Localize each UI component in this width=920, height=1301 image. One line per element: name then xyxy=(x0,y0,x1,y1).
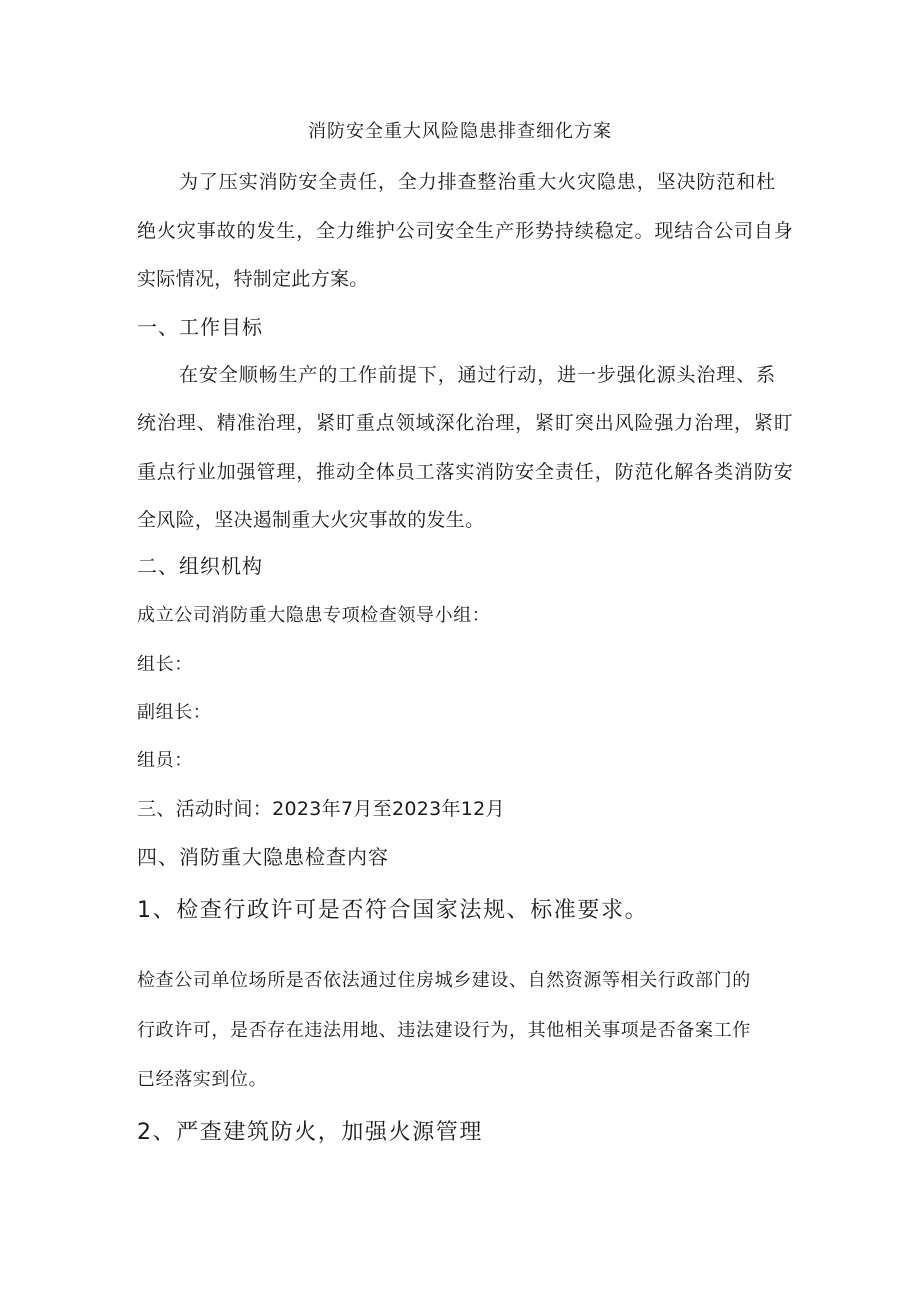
goals-line-3: 重点行业加强管理，推动全体员工落实消防安全责任，防范化解各类消防安 xyxy=(137,461,794,483)
intro-line-1: 为了压实消防安全责任，全力排查整治重大火灾隐患，坚决防范和杜 xyxy=(179,171,777,193)
section-heading-goals: 一、工作目标 xyxy=(137,315,263,339)
organization-line-1: 成立公司消防重大隐患专项检查领导小组： xyxy=(137,605,491,626)
section-heading-organization: 二、组织机构 xyxy=(137,554,263,578)
organization-members: 组员： xyxy=(137,750,193,771)
goals-line-1: 在安全顺畅生产的工作前提下，通过行动，进一步强化源头治理、系 xyxy=(179,364,777,386)
organization-leader: 组长： xyxy=(137,654,193,675)
permits-line-1: 检查公司单位场所是否依法通过住房城乡建设、自然资源等相关行政部门的 xyxy=(137,970,751,991)
item-heading-fire-prevention: 2、严查建筑防火，加强火源管理 xyxy=(137,1120,483,1145)
intro-line-3: 实际情况，特制定此方案。 xyxy=(137,268,369,290)
organization-deputy-leader: 副组长： xyxy=(137,702,212,723)
permits-line-3: 已经落实到位。 xyxy=(137,1069,268,1090)
goals-line-2: 统治理、精准治理，紧盯重点领域深化治理，紧盯突出风险强力治理，紧盯 xyxy=(137,412,794,434)
permits-line-2: 行政许可，是否存在违法用地、违法建设行为，其他相关事项是否备案工作 xyxy=(137,1020,751,1041)
goals-line-4: 全风险，坚决遏制重大火灾事故的发生。 xyxy=(137,509,485,531)
item-heading-permits: 1、检查行政许可是否符合国家法规、标准要求。 xyxy=(137,898,649,923)
document-title: 消防安全重大风险隐患排查细化方案 xyxy=(308,121,612,142)
section-heading-schedule: 三、活动时间：2023年7月至2023年12月 xyxy=(137,798,505,820)
intro-line-2: 绝火灾事故的发生，全力维护公司安全生产形势持续稳定。现结合公司自身 xyxy=(137,220,794,242)
section-heading-inspection: 四、消防重大隐患检查内容 xyxy=(137,845,389,869)
